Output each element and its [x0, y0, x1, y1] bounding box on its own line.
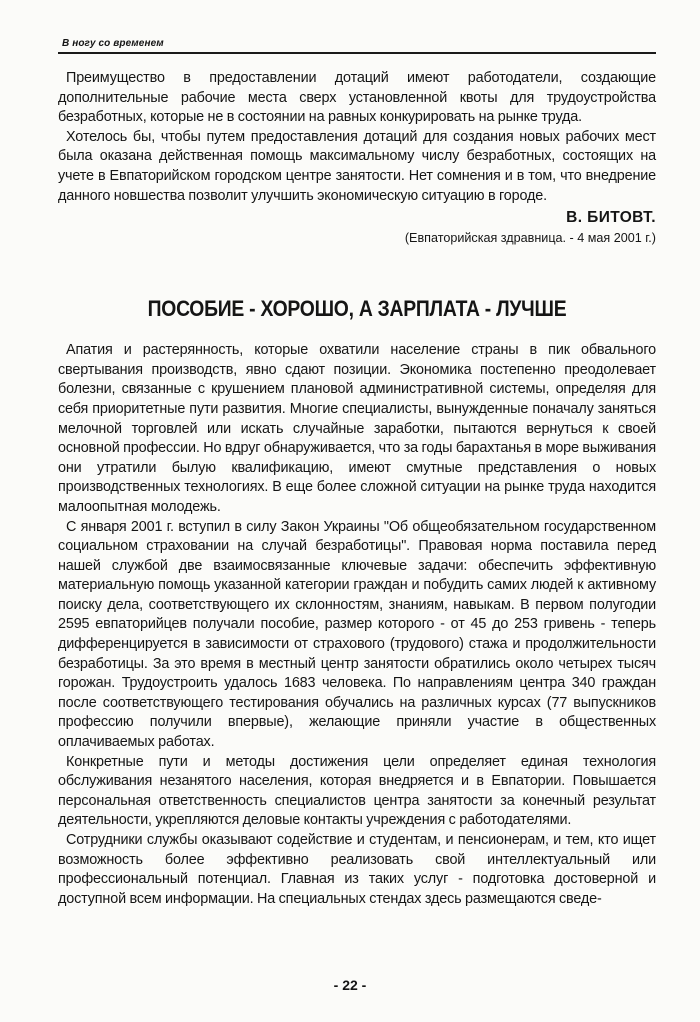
paragraph: Сотрудники службы оказывают содействие и студентам, и пенсионерам, и тем, кто ищет возможность более эффективно реализовать свой интеллектуальный или профессиональный потенциал. Главная из таких услуг - подготовка достоверной и доступной всем информации. На специальных стендах здесь размещаются сведе-	[58, 832, 656, 907]
paragraph: Апатия и растерянность, которые охватили население страны в пик обвального свертывания производств, явно сдают позиции. Экономика постепенно преодолевает болезни, связанные с крушением плановой административной системы, определяя для себя приоритетные пути развития. Многие специалисты, вынужденные поначалу заняться мелочной торговлей или искать случайные заработки, пытаются вернуться к своей основной профессии. Но вдруг обнаруживается, что за годы барахтанья в море выживания они утратили былую квалификацию, имеют смутные представления о новых производственных технологиях. В еще более сложной ситуации на рынке труда находится малоопытная молодежь.	[58, 342, 657, 515]
source-citation: (Евпаторийская здравница. - 4 мая 2001 г.)	[404, 231, 656, 246]
paragraph: С января 2001 г. вступил в силу Закон Украины "Об общеобязательном государственном социальном страховании на случай безработицы". Правовая норма поставила перед нашей службой две взаимосвязанные ключевые задачи: обеспечить эффективную материальную помощь указанной категории граждан и побудить самих людей к активному поиску дела, соответствующего их склонностям, знаниям, навыкам. В первом полугодии 2595 евпаторийцев получали пособие, размер которого - от 45 до 253 гривень - теперь дифференцируется в зависимости от страхового (трудового) стажа и продолжительности безработицы. За это время в местный центр занятости обратились около четырех тысяч горожан. Трудоустроить удалось 1683 человека. По направлениям центра 340 граждан после соответствующего тестирования обучались на различных курсах (77 выпускников профессию получили впервые), желающие приняли участие в общественных оплачиваемых работах.	[58, 518, 656, 751]
running-header: В ногу со временем	[62, 38, 164, 49]
previous-article-ending	[58, 69, 656, 248]
paragraph: Конкретные пути и методы достижения цели определяет единая технология обслуживания незанятого населения, которая внедряется и в Евпатории. Повышается персональная ответственность специалистов центра занятости за конечный результат деятельности, укрепляются деловые контакты учреждения с работодателями.	[58, 753, 656, 829]
paragraph: Преимущество в предоставлении дотаций имеют работодатели, создающие дополнительные рабочие места сверх установленной квоты для трудоустройства безработных, которые не в состоянии на равных конкурировать на рынке труда.	[58, 70, 656, 126]
page-number: - 22 -	[333, 977, 367, 993]
header-divider	[58, 52, 656, 54]
article-title: ПОСОБИЕ - ХОРОШО, А ЗАРПЛАТА - ЛУЧШЕ	[147, 296, 567, 322]
paragraph: Хотелось бы, чтобы путем предоставления дотаций для создания новых рабочих мест была оказана действенная помощь максимальному числу безработных, состоящих на учете в Евпаторийском городском центре занятости. Нет сомнения и в том, что внедрение данного новшества позволит улучшить экономическую ситуацию в городе.	[58, 128, 656, 204]
page-content	[58, 69, 656, 909]
author-signature: В. БИТОВТ.	[566, 209, 656, 227]
article-body	[58, 341, 656, 909]
